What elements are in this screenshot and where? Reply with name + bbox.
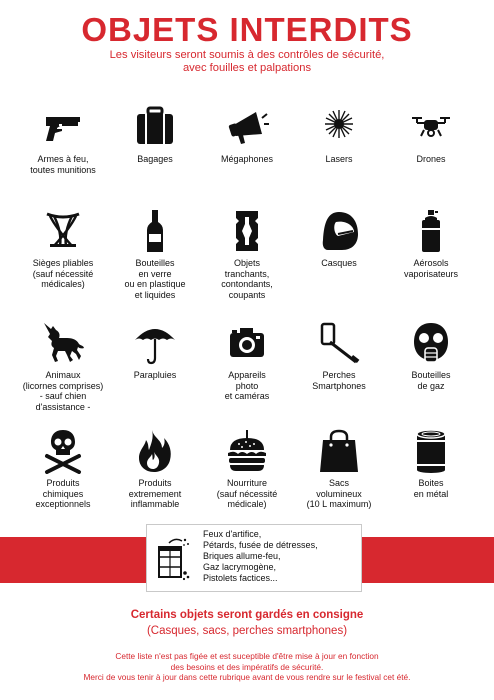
burger-icon bbox=[224, 428, 270, 474]
consigne-subtitle: (Casques, sacs, perches smartphones) bbox=[146, 625, 348, 637]
item-label: Drones bbox=[416, 154, 446, 164]
note-line-3: Merci de vous tenir à jour dans cette rubrique avant de vous rendre sur le festival cet été. bbox=[83, 672, 411, 682]
item-lasers bbox=[293, 104, 385, 208]
note-line-1: Cette liste n'est pas figée et est suceptible d'être mise à jour en fonction bbox=[115, 651, 379, 661]
shopping-bag-icon bbox=[316, 428, 362, 474]
item-umbrellas bbox=[109, 320, 201, 428]
gun-icon bbox=[40, 104, 86, 150]
item-label: Nourriture (sauf nécessité médicale) bbox=[216, 478, 278, 509]
fire-icon bbox=[132, 428, 178, 474]
item-helmets bbox=[293, 208, 385, 320]
luggage-icon bbox=[132, 104, 178, 150]
item-folding-seats bbox=[17, 208, 109, 320]
page-title: OBJETS INTERDITS bbox=[81, 11, 413, 48]
fireworks-box bbox=[146, 524, 362, 592]
item-label: Bouteilles de gaz bbox=[411, 370, 451, 391]
item-aerosols bbox=[385, 208, 477, 320]
footer-note bbox=[40, 651, 454, 683]
bottle-icon bbox=[132, 208, 178, 254]
selfie-stick-icon bbox=[316, 320, 362, 366]
item-label: Armes à feu, toutes munitions bbox=[30, 154, 96, 175]
item-cameras bbox=[201, 320, 293, 428]
item-label: Mégaphones bbox=[220, 154, 274, 164]
unicorn-icon bbox=[40, 320, 86, 366]
tin-can-icon bbox=[408, 428, 454, 474]
page-subtitle bbox=[0, 49, 494, 75]
item-label: Objets tranchants, contondants, coupants bbox=[221, 258, 273, 300]
folding-stool-icon bbox=[40, 208, 86, 254]
item-animals bbox=[17, 320, 109, 428]
item-label: Casques bbox=[321, 258, 357, 268]
note-line-2: des besoins et des impératifs de sécurité. bbox=[170, 661, 324, 672]
helmet-icon bbox=[316, 208, 362, 254]
aerosol-icon bbox=[408, 208, 454, 254]
item-label: Aérosols vaporisateurs bbox=[403, 258, 459, 279]
laser-icon bbox=[316, 104, 362, 150]
item-label: Bouteilles en verre ou en plastique et liquides bbox=[124, 258, 186, 300]
drone-icon bbox=[408, 104, 454, 150]
fireworks-text: Feux d'artifice, Pétards, fusée de détresses, Briques allume-feu, Gaz lacrymogène, Pistolets factices... bbox=[203, 529, 318, 583]
subtitle-line-2: avec fouilles et palpations bbox=[182, 62, 312, 74]
item-firearms bbox=[17, 104, 109, 208]
item-label: Appareils photo et caméras bbox=[224, 370, 270, 401]
item-sharp-objects bbox=[201, 208, 293, 320]
razor-blade-icon bbox=[224, 208, 270, 254]
firecracker-icon bbox=[155, 535, 191, 583]
item-label: Sacs volumineux (10 L maximum) bbox=[306, 478, 372, 509]
item-label: Bagages bbox=[137, 154, 173, 164]
item-label: Perches Smartphones bbox=[312, 370, 366, 391]
item-luggage bbox=[109, 104, 201, 208]
consigne-title: Certains objets seront gardés en consigne bbox=[130, 609, 364, 621]
item-gas-bottles bbox=[385, 320, 477, 428]
item-label: Boites en métal bbox=[413, 478, 449, 499]
camera-icon bbox=[224, 320, 270, 366]
megaphone-icon bbox=[224, 104, 270, 150]
item-metal-tins bbox=[385, 428, 477, 540]
subtitle-line-1: Les visiteurs seront soumis à des contrôles de sécurité, bbox=[109, 49, 385, 61]
item-selfie-sticks bbox=[293, 320, 385, 428]
item-drones bbox=[385, 104, 477, 208]
item-label: Lasers bbox=[325, 154, 353, 164]
item-megaphones bbox=[201, 104, 293, 208]
item-label: Produits extremement inflammable bbox=[128, 478, 182, 509]
item-label: Parapluies bbox=[133, 370, 177, 380]
item-chemicals bbox=[17, 428, 109, 540]
gas-mask-icon bbox=[408, 320, 454, 366]
item-label: Animaux (licornes comprises) - sauf chien d'assistance - bbox=[22, 370, 104, 412]
item-bottles bbox=[109, 208, 201, 320]
umbrella-icon bbox=[132, 320, 178, 366]
item-label: Sièges pliables (sauf nécessité médicales) bbox=[32, 258, 94, 289]
forbidden-items-grid bbox=[17, 104, 477, 540]
item-label: Produits chimiques exceptionnels bbox=[35, 478, 91, 509]
skull-crossbones-icon bbox=[40, 428, 86, 474]
